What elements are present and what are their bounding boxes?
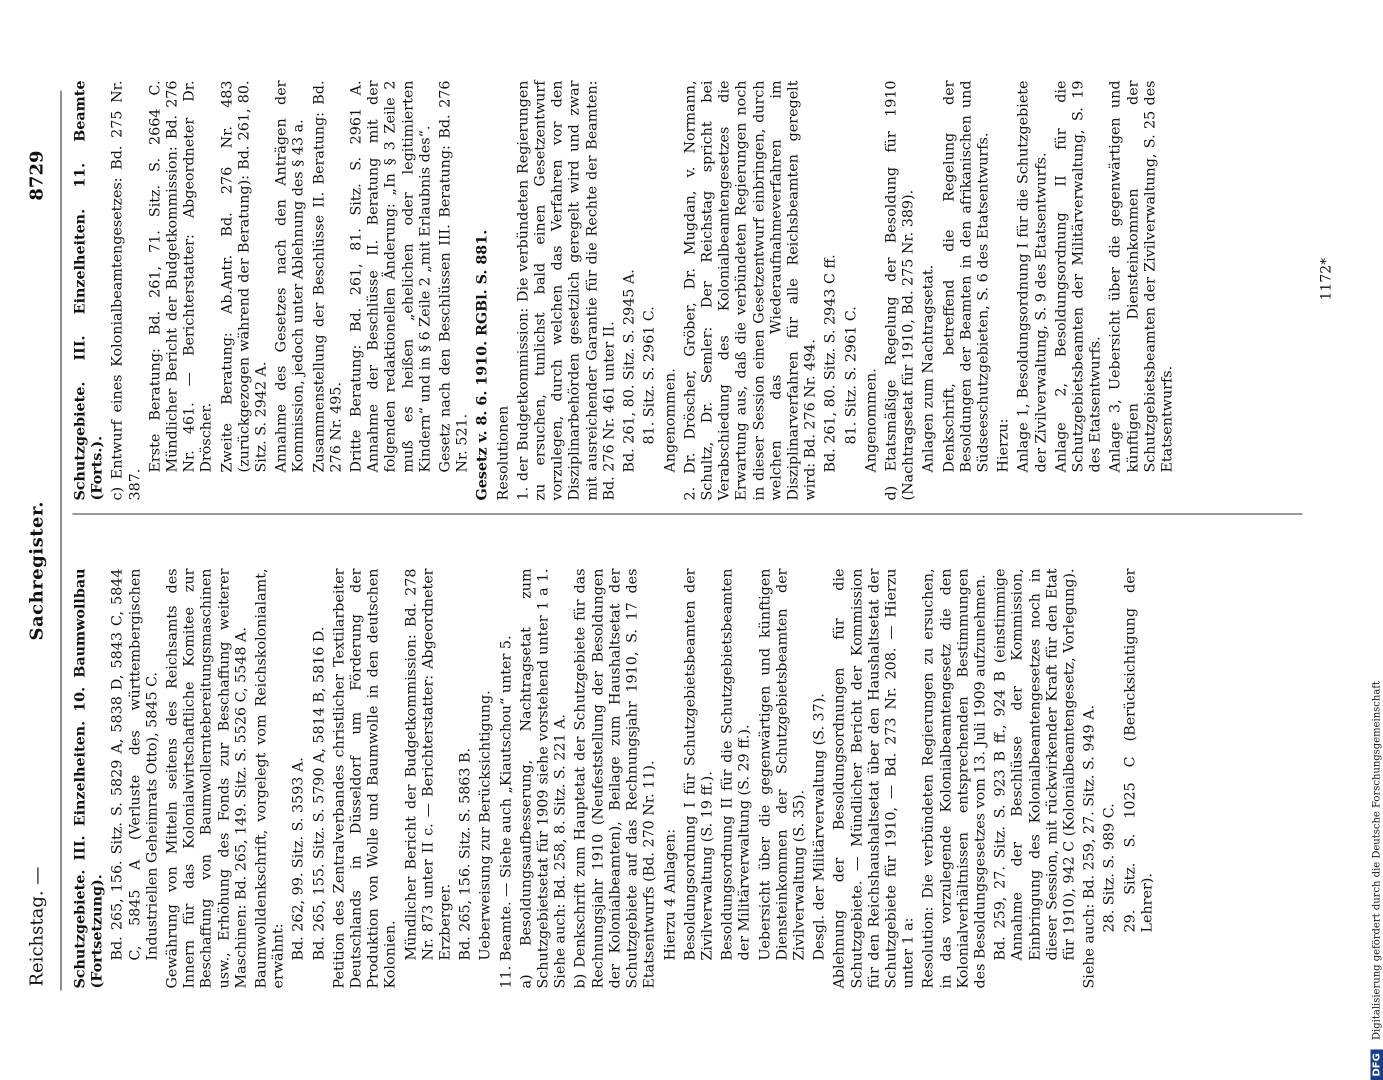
right-column-paragraph: 1. der Budgetkommission: Die verbündeten Regierungen zu ersuchen, tunlichst bald einen Gesetzentwurf vorzulegen, durch welchen das Verfahren vor den Disziplinarbehörden gesetzlich geregelt wird und zwar mit ausreichender Garantie für die Rechte der Beamten: Bd. 276 Nr. 461 unter II. <box>514 80 617 500</box>
left-column-paragraph: Petition des Zentralverbandes christlicher Textilarbeiter Deutschlands in Düsseldorf um Förderung der Produktion von Wolle und Baumwolle in den deutschen Kolonien. <box>330 568 399 988</box>
left-column-paragraph: Bd. 265, 156. Sitz. S. 5829 A, 5838 D, 5843 C, 5844 C, 5845 A (Verluste des württembergischen Industriellen Geheimrats Otto), 5845 C. <box>109 568 160 960</box>
right-column-paragraph: Zweite Beratung: Ab.Antr. Bd. 276 Nr. 483 (zurückgezogen während der Beratung): Bd. 261, 80. Sitz. S. 2942 A. <box>218 80 270 472</box>
left-column-paragraph: Bd. 259, 27. Sitz. S. 923 B ff., 924 B (einstimmige Annahme der Beschlüsse der Kommission, Einbringung des Kolonialbeamtengesetzes noch in dieser Session, mit rückwirkender Kraft für den Etat für 1910), 942 C (Kolonialbeamtengesetz, Vorlegung). <box>992 568 1077 960</box>
left-column <box>72 568 1159 988</box>
left-column-paragraph: Uebersicht über die gegenwärtigen und künftigen Diensteinkommen der Schutzgebietsbeamten der Zivilverwaltung (S. 35). <box>756 568 807 960</box>
right-column-paragraph: c) Entwurf eines Kolonialbeamtengesetzes: Bd. 275 Nr. 387. <box>109 80 143 500</box>
left-column-paragraph: Schutzgebiete. III. Einzelheiten. 10. Baumwollbau (Fortsetzung). <box>72 568 106 988</box>
left-column-paragraph: 11. Beamte. — Siehe auch „Kiautschou“ unter 5. <box>497 635 514 988</box>
right-column-paragraph: Bd. 261, 80. Sitz. S. 2943 C ff. <box>822 253 839 472</box>
right-column-paragraph: Erste Beratung: Bd. 261, 71. Sitz. S. 2664 C. Mündlicher Bericht der Budgetkommission: Bd. 276 Nr. 461. — Berichterstatter: Abgeordneter Dr. Dröscher. <box>146 80 215 472</box>
left-column-paragraph: Bd. 265, 156. Sitz. S. 5863 B. <box>457 747 474 960</box>
left-column-paragraph: Ueberweisung zur Berücksichtigung. <box>477 689 494 960</box>
left-column-paragraph: Mündlicher Bericht der Budgetkommission: Bd. 278 Nr. 873 unter II c. — Berichterstatter: Abgeordneter Erzberger. <box>402 568 454 960</box>
left-column-paragraph: Gewährung von Mitteln seitens des Reichsamts des Innern für das Kolonialwirtschaftliche Komitee zur Beschaffung von Baumwollerntebereitungsmaschinen usw., Erhöhung des Fonds zur Beschaffung weiterer Maschinen: Bd. 265, 149. Sitz. S. 5526 C, 5548 A. <box>164 568 249 988</box>
signature-mark: 1172* <box>1318 257 1334 300</box>
left-column-paragraph: Besoldungsordnung II für die Schutzgebietsbeamten der Militärverwaltung (S. 29 ff.). <box>719 568 753 960</box>
header-left-text: Reichstag. <box>26 889 47 986</box>
right-column-paragraph: Zusammenstellung der Beschlüsse II. Beratung: Bd. 276 Nr. 495. <box>310 80 344 472</box>
left-column-paragraph: Besoldungsordnung I für Schutzgebietsbeamten der Zivilverwaltung (S. 19 ff.). <box>681 568 715 960</box>
right-column-paragraph: Resolutionen <box>494 405 511 500</box>
page-header <box>0 0 60 1000</box>
right-column-paragraph: 2. Dr. Dröscher, Gröber, Dr. Mugdan, v. Normann, Schultz, Dr. Semler: Der Reichstag spricht bei Verabschiedung des Kolonialbeamtengesetzes die Erwartung aus, daß die verbündeten Regierungen noch in dieser Session einen Gesetzentwurf einbringen, durch welchen das Wiederaufnahmeverfahren im Disziplinarverfahren für alle Reichsbeamten geregelt wird: Bd. 276 Nr. 494. <box>681 80 819 500</box>
left-column-paragraph: a) Besoldungsaufbesserung, Nachtragsetat zum Schutzgebietsetat für 1909 siehe vorstehend unter 1 a 1. Siehe auch: Bd. 258, 8. Sitz. S. 221 A. <box>517 568 569 988</box>
column-divider <box>72 513 1302 514</box>
right-column-paragraph: Hierzu: <box>995 418 1012 472</box>
left-column-paragraph: Bd. 262, 99. Sitz. S. 3593 A. <box>290 756 307 960</box>
header-rule <box>60 90 61 990</box>
dfg-logo: DFG <box>1370 1049 1383 1080</box>
page-number: 8729 <box>26 150 47 201</box>
side-note <box>1370 680 1383 1080</box>
right-column-paragraph: Angenommen. <box>862 367 879 472</box>
left-column-paragraph: Hierzu 4 Anlagen: <box>661 828 678 960</box>
right-column <box>72 80 1179 500</box>
left-column-paragraph: Baumwolldenkschrift, vorgelegt vom Reichskolonialamt, erwähnt: <box>253 568 287 988</box>
left-column-paragraph: Desgl. der Militärverwaltung (S. 37). <box>811 692 828 960</box>
left-column-paragraph: b) Denkschrift zum Hauptetat der Schutzgebiete für das Rechnungsjahr 1910 (Neufeststellung der Besoldungen der Kolonialbeamten), Beilage zum Haushaltsetat der Schutzgebiete auf das Rechnungsjahr 1910, S. 17 des Etatsentwurfs (Bd. 270 Nr. 11). <box>572 568 658 988</box>
left-column-paragraph: Siehe auch: Bd. 259, 27. Sitz. S. 949 A. <box>1081 704 1098 988</box>
right-column-paragraph: Denkschrift, betreffend die Regelung der Besoldungen der Beamten in den afrikanischen und Südseeschutzgebieten, S. 6 des Etatsentwurfs. <box>940 80 991 472</box>
left-column-paragraph: Bd. 265, 155. Sitz. S. 5790 A, 5814 B, 5816 D. <box>310 626 327 960</box>
right-column-paragraph: Anlage 3, Uebersicht über die gegenwärtigen und künftigen Diensteinkommen der Schutzgebietsbeamten der Zivilverwaltung, S. 25 des Etatsentwurfs. <box>1107 80 1175 472</box>
right-column-paragraph: 81. Sitz. S. 2961 C. <box>641 305 658 444</box>
left-column-paragraph: Ablehnung der Besoldungsordnungen für die Schutzgebiete. — Mündlicher Bericht der Kommission für den Reichshaushaltsetat über den Haushaltsetat der Schutzgebiete für 1910, — Bd. 273 Nr. 208. — Hierzu unter 1 a: <box>831 568 917 988</box>
left-column-paragraph: 28. Sitz. S. 989 C. <box>1101 802 1118 932</box>
left-column-paragraph: Resolution: Die verbündeten Regierungen zu ersuchen, in das vorzulegende Kolonialbeamtengesetz die den Kolonialverhältnissen entsprechenden Bestimmungen des Besoldungsgesetzes vom 13. Juli 1909 aufzunehmen. <box>920 568 988 988</box>
right-column-paragraph: Gesetz v. 8. 6. 1910. RGBl. S. 881. <box>474 229 491 500</box>
header-title: Sachregister. <box>26 500 47 640</box>
right-column-paragraph: Anlagen zum Nachtragsetat. <box>920 264 937 472</box>
right-column-paragraph: Annahme des Gesetzes nach den Anträgen der Kommission, jedoch unter Ablehnung des § 43 a. <box>273 80 307 472</box>
right-column-paragraph: d) Etatsmäßige Regelung der Besoldung für 1910 (Nachtragsetat für 1910, Bd. 275 Nr. 389). <box>882 80 917 500</box>
digitization-note: Digitalisierung gefördert durch die Deutsche Forschungsgemeinschaft <box>1371 680 1382 1040</box>
header-dash: — <box>26 866 47 885</box>
right-column-paragraph: Anlage 2, Besoldungsordnung II für die Schutzgebietsbeamten der Militärverwaltung, S. 19 des Etatsentwurfs. <box>1052 80 1104 472</box>
right-column-paragraph: Anlage 1, Besoldungsordnung I für die Schutzgebiete der Zivilverwaltung, S. 9 des Etatsentwurfs. <box>1015 80 1049 472</box>
left-column-paragraph: 29. Sitz. S. 1025 C (Berücksichtigung der Lehrer). <box>1121 568 1155 932</box>
right-column-paragraph: 81. Sitz. S. 2961 C. <box>842 305 859 444</box>
header-left <box>26 866 47 986</box>
right-column-paragraph: Dritte Beratung: Bd. 261, 81. Sitz. S. 2961 A. Annahme der Beschlüsse II. Beratung mit der folgenden redaktionellen Änderung: „In § 3 Zeile 2 muß es heißen „ehelichen oder legitimierten Kindern“ und in § 6 Zeile 2 „mit Erlaubnis des“. <box>348 80 433 472</box>
right-column-paragraph: Angenommen. <box>661 367 678 472</box>
right-column-paragraph: Schutzgebiete. III. Einzelheiten. 11. Beamte (Forts.). <box>72 80 106 500</box>
right-column-paragraph: Gesetz nach den Beschlüssen III. Beratung: Bd. 276 Nr. 521. <box>437 80 471 472</box>
right-column-paragraph: Bd. 261, 80. Sitz. S. 2945 A. <box>621 268 638 472</box>
